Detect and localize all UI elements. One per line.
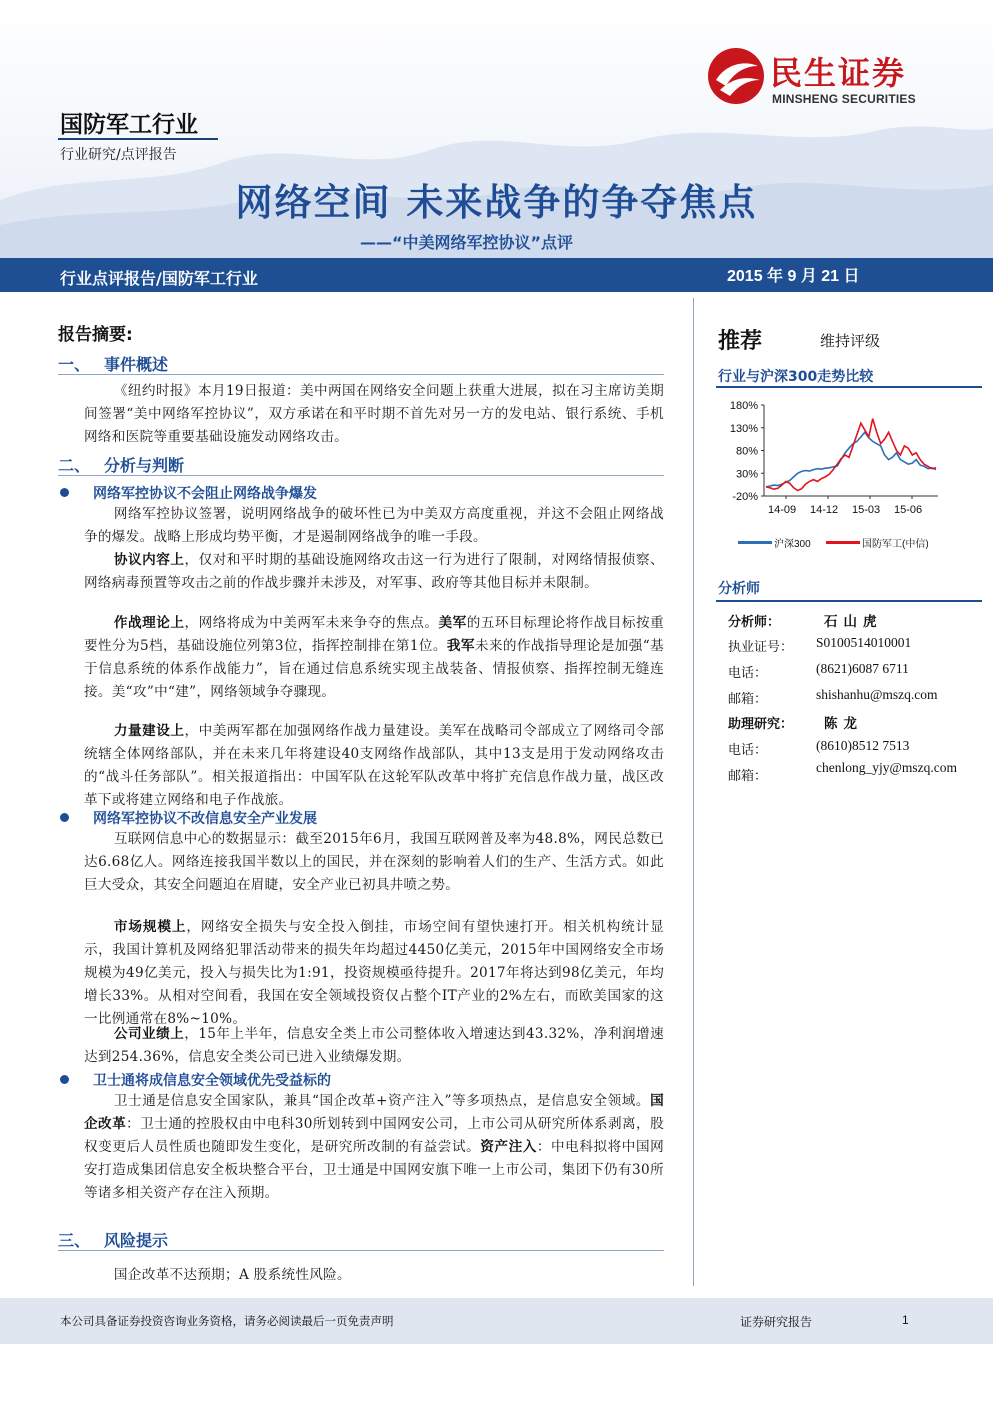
rating-note: 维持评级 — [820, 332, 881, 350]
assistant-phone: (8610)8512 7513 — [816, 738, 910, 753]
paragraph-text: ，网络安全损失与安全投入倒挂，市场空间有望快速打开。相关机构统计显示，我国计算机及网络犯罪活动带来的损失年均超过4450亿美元，2015年中国网络安全市场规模为49亿美元，投入与损失比为1:91，投资规模亟待提升。2017年将达到98亿美元，年均增长33%。从相对空间看，我国在安全领域投资仅占整个IT产业的2%左右，而欧美国家的这一比例通常在8%~10%。 — [84, 919, 665, 1027]
section-divider — [58, 374, 664, 375]
paragraph — [84, 720, 664, 812]
bold-term: 国企改革 — [84, 1093, 664, 1132]
y-tick-label: -20% — [732, 491, 758, 503]
report-date: 2015 年 9 月 21 日 — [727, 268, 860, 285]
x-tick-label: 14-12 — [810, 504, 839, 516]
bullet-text: 卫士通将成信息安全领域优先受益标的 — [93, 1073, 331, 1089]
analyst-section-title: 分析师 — [718, 581, 760, 597]
analyst-rule — [716, 600, 982, 602]
x-tick-label: 15-03 — [852, 504, 881, 516]
bold-term: 我军 — [446, 638, 475, 654]
bold-lead: 市场规模上 — [113, 919, 187, 935]
bold-lead: 力量建设上 — [113, 723, 185, 739]
legend-label: 国防军工(中信) — [862, 539, 929, 550]
bullet-dot-icon — [60, 1075, 69, 1084]
bullet-heading — [60, 483, 317, 503]
paragraph: 《纽约时报》本月19日报道：美中两国在网络安全问题上获重大进展，拟在习主席访美期间签署“美中网络军控协议”，双方承诺在和平时期不首先对另一方的发电站、银行系统、手机网络和医院等重要基础设施发动网络攻击。 — [84, 383, 664, 445]
paragraph-text: 的五环目标理论将作战目标按重要性分为5档，基础设施位列第3位，指挥控制排在第1位。 — [84, 615, 665, 654]
x-tick-label: 14-09 — [768, 504, 797, 516]
section-divider — [58, 1250, 664, 1251]
chart-title: 行业与沪深300走势比较 — [718, 369, 874, 385]
bold-lead: 公司业绩上 — [113, 1026, 185, 1042]
assistant-name: 陈龙 — [824, 716, 863, 732]
footer-disclaimer: 本公司具备证券投资咨询业务资格，请务必阅读最后一页免责声明 — [60, 1314, 394, 1328]
legend-item — [826, 535, 929, 550]
paragraph — [84, 1090, 664, 1205]
paragraph-text: ，15年上半年，信息安全类上市公司整体收入增速达到43.32%，净利润增速达到254.36%，信息安全类公司已进入业绩爆发期。 — [84, 1026, 665, 1065]
tel-label: 电话： — [728, 743, 768, 758]
logo-emblem-icon — [706, 46, 766, 106]
logo-en-text: MINSHENG SECURITIES — [772, 92, 916, 106]
bullet-heading — [60, 1070, 331, 1090]
email-label: 邮箱： — [728, 692, 768, 707]
report-subtitle: ——“中美网络军控协议”点评 — [360, 233, 574, 252]
bold-lead: 协议内容上 — [113, 552, 185, 568]
bullet-dot-icon — [60, 488, 69, 497]
abstract-title: 报告摘要: — [58, 325, 133, 345]
cert-number: S0100514010001 — [816, 635, 912, 650]
section-1-heading — [58, 352, 168, 375]
paragraph-text: 卫士通是信息安全国家队，兼具“国企改革+资产注入”等多项热点，是信息安全领域。 — [113, 1093, 651, 1109]
tel-label: 电话： — [728, 666, 768, 681]
report-title: 网络空间 未来战争的争夺焦点 — [235, 181, 758, 224]
paragraph-text: 未来的作战指导理论是加强“基于信息系统的体系作战能力”，旨在通过信息系统实现主战装备、情报侦察、指挥控制无缝连接。美“攻”中“建”，网络领域争夺骤现。 — [84, 638, 664, 700]
section-number: 二、 — [58, 456, 91, 475]
y-tick-label: 30% — [735, 468, 758, 481]
chart-title-rule — [716, 386, 982, 388]
paragraph: 网络军控协议签署，说明网络战争的破坏性已为中美双方高度重视，并这不会阻止网络战争的爆发。战略上形成均势平衡，才是遏制网络战争的唯一手段。 — [84, 506, 664, 545]
section-2-heading — [58, 453, 184, 476]
report-type: 行业研究/点评报告 — [60, 147, 177, 163]
analyst-name: 石山虎 — [824, 614, 883, 630]
logo-cn-text: 民生证券 — [770, 54, 907, 92]
bold-lead: 作战理论上 — [113, 615, 185, 631]
legend-swatch — [738, 541, 772, 544]
section-3-heading — [58, 1228, 168, 1251]
column-divider — [693, 298, 694, 1286]
footer-report-type: 证券研究报告 — [740, 1315, 813, 1329]
paragraph-text: ，仅对和平时期的基础设施网络攻击这一行为进行了限制，对网络情报侦察、网络病毒预置等攻击之前的作战步骤并未涉及，对军事、政府等其他目标并未限制。 — [84, 552, 665, 591]
paragraph: 国企改革不达预期；A 股系统性风险。 — [113, 1267, 351, 1283]
y-tick-label: 80% — [735, 445, 758, 458]
paragraph-text: ，中美两军都在加强网络作战力量建设。美军在战略司令部成立了网络司令部统辖全体网络部队，并在未来几年将建设40支网络作战部队，其中13支是用于发动网络攻击的“战斗任务部队”。相关报道指出：中国军队在这轮军队改革中将扩充信息作战力量，战区改革下或将建立网络和电子作战旅。 — [84, 723, 665, 808]
paragraph — [84, 916, 664, 1031]
paragraph-text: ：卫士通的控股权由中电科30所划转到中国网安公司，上市公司从研究所体系剥离，股权变更后人员性质也随即发生变化，是研究所改制的有益尝试。 — [84, 1116, 665, 1155]
email-label: 邮箱： — [728, 769, 768, 784]
bullet-dot-icon — [60, 813, 69, 822]
performance-chart — [716, 393, 986, 553]
section-divider — [58, 475, 664, 476]
section-number: 三、 — [58, 1231, 91, 1250]
legend-item — [738, 535, 811, 550]
paragraph-text: ：中电科拟将中国网安打造成集团信息安全板块整合平台，卫士通是中国网安旗下唯一上市公司，集团下仍有30所等诸多相关资产存在注入预期。 — [84, 1139, 664, 1201]
paragraph — [84, 1023, 664, 1069]
bullet-text: 网络军控协议不改信息安全产业发展 — [93, 811, 317, 827]
analyst-phone: (8621)6087 6711 — [816, 661, 909, 676]
rating: 推荐 — [718, 329, 763, 354]
cert-label: 执业证号： — [728, 640, 794, 655]
section-title: 分析与判断 — [104, 456, 185, 475]
section-title: 事件概述 — [104, 355, 169, 374]
report-category: 行业点评报告/国防军工行业 — [60, 269, 258, 288]
legend-swatch — [826, 541, 860, 544]
series-line — [766, 432, 936, 487]
bold-term: 资产注入 — [480, 1139, 537, 1155]
section-number: 一、 — [58, 355, 91, 374]
bullet-text: 网络军控协议不会阻止网络战争爆发 — [93, 486, 317, 502]
y-tick-label: 130% — [729, 422, 758, 435]
analyst-label: 分析师： — [728, 615, 781, 630]
legend-label: 沪深300 — [774, 539, 811, 550]
assistant-label: 助理研究： — [728, 717, 794, 732]
company-logo — [706, 44, 946, 114]
analyst-email[interactable]: shishanhu@mszq.com — [816, 687, 938, 702]
section-title: 风险提示 — [104, 1231, 169, 1250]
bullet-heading — [60, 808, 317, 828]
x-tick-label: 15-06 — [894, 504, 923, 516]
paragraph: 互联网信息中心的数据显示：截至2015年6月，我国互联网普及率为48.8%，网民总数已达6.68亿人。网络连接我国半数以上的国民，并在深刻的影响着人们的生产、生活方式。如此巨大受众，其安全问题迫在眉睫，安全产业已初具井喷之势。 — [84, 831, 664, 893]
industry-label: 国防军工行业 — [60, 112, 198, 138]
paragraph — [84, 549, 664, 595]
assistant-email[interactable]: chenlong_yjy@mszq.com — [816, 760, 958, 775]
paragraph — [84, 612, 664, 704]
page-number: 1 — [902, 1313, 909, 1327]
paragraph-text: ，网络将成为中美两军未来争夺的焦点。 — [184, 615, 439, 631]
bold-term: 美军 — [438, 615, 467, 631]
y-tick-label: 180% — [729, 400, 758, 412]
industry-underline — [58, 138, 218, 140]
